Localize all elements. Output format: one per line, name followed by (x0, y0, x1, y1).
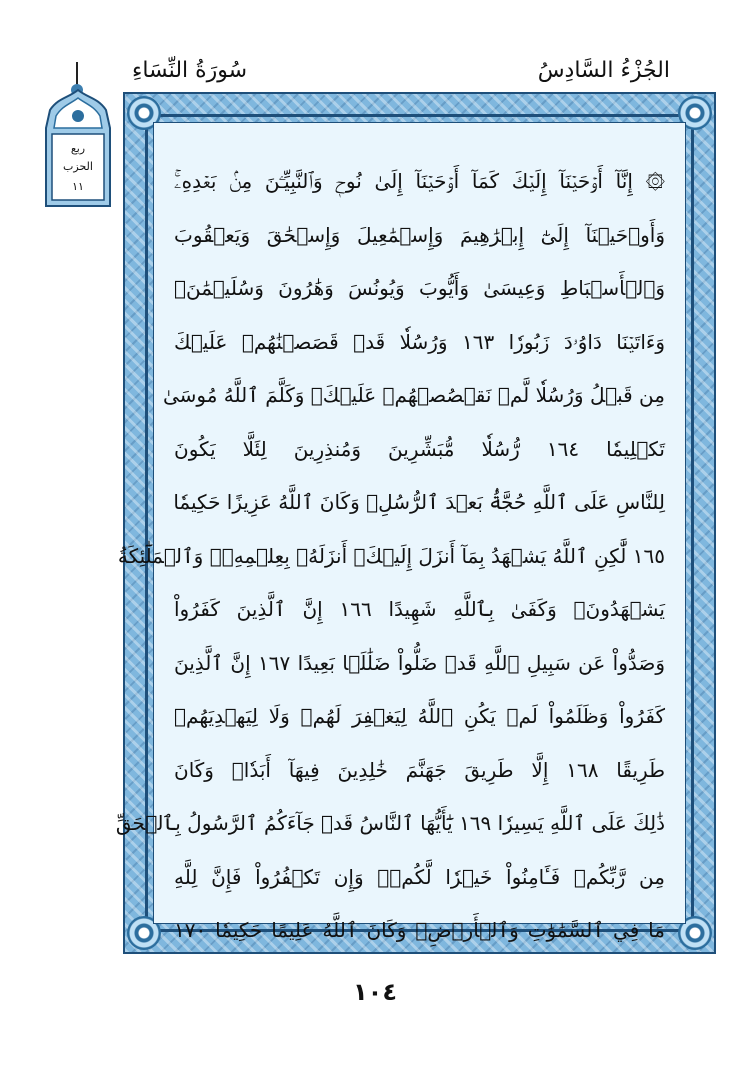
hizb-label-number: ١١ (72, 180, 84, 193)
text-line: مِن رَّبِّكُمۡ فَـَٔامِنُواْ خَيۡرٗا لَّكُمۡۚ وَإِن تَكۡفُرُواْ فَإِنَّ لِلَّهِ (174, 864, 665, 889)
page-number: ١٠٤ (353, 978, 397, 1006)
quran-text-area (115, 122, 686, 942)
text-line: ١٦٥ لَّٰكِنِ ٱللَّهُ يَشۡهَدُ بِمَآ أَنزَلَ إِلَيۡكَۖ أَنزَلَهُۥ بِعِلۡمِهِۦۖ وَٱلۡمَلَٰٓئِكَةُ (117, 543, 665, 568)
text-line: مَا فِي ٱلسَّمَٰوَٰتِ وَٱلۡأَرۡضِۚ وَكَانَ ٱللَّهُ عَلِيمًا حَكِيمٗا ١٧٠ (174, 918, 665, 942)
text-line: وَءَاتَيۡنَا دَاوُۥدَ زَبُورٗا ١٦٣ وَرُسُلٗا قَدۡ قَصَصۡنَٰهُمۡ عَلَيۡكَ (174, 329, 665, 354)
surah-name-header: سُورَةُ النِّسَاءِ (132, 58, 248, 83)
text-line: وَصَدُّواْ عَن سَبِيلِ ٱللَّهِ قَدۡ ضَلُّواْ ضَلَٰلَۢا بَعِيدًا ١٦٧ إِنَّ ٱلَّذِينَ (174, 650, 666, 675)
text-line: مِن قَبۡلُ وَرُسُلٗا لَّمۡ نَقۡصُصۡهُمۡ عَلَيۡكَۚ وَكَلَّمَ ٱللَّهُ مُوسَىٰ (162, 383, 665, 407)
hizb-label-hizb: الحزب (63, 160, 93, 173)
hizb-rub-ornament-icon (40, 88, 116, 210)
ornamental-frame (115, 92, 716, 954)
text-line: لِلنَّاسِ عَلَى ٱللَّهِ حُجَّةُۢ بَعۡدَ ٱلرُّسُلِۚ وَكَانَ ٱللَّهُ عَزِيزًا حَكِيمٗا (173, 490, 665, 514)
text-line: يَشۡهَدُونَۚ وَكَفَىٰ بِٱللَّهِ شَهِيدًا ١٦٦ إِنَّ ٱلَّذِينَ كَفَرُواْ (174, 597, 665, 621)
text-line: ۞ إِنَّآ أَوۡحَيۡنَآ إِلَيۡكَ كَمَآ أَوۡحَيۡنَآ إِلَىٰ نُوحٖ وَٱلنَّبِيِّـۧنَ مِنۢ بَعۡدِهِۦۚ (174, 169, 665, 193)
juz-name-header: الجُزْءُ السَّادِسُ (537, 58, 670, 83)
text-line: تَكۡلِيمٗا ١٦٤ رُّسُلٗا مُّبَشِّرِينَ وَمُنذِرِينَ لِئَلَّا يَكُونَ (174, 436, 665, 461)
text-line: كَفَرُواْ وَظَلَمُواْ لَمۡ يَكُنِ ٱللَّهُ لِيَغۡفِرَ لَهُمۡ وَلَا لِيَهۡدِيَهُمۡ (174, 704, 665, 728)
text-line: طَرِيقًا ١٦٨ إِلَّا طَرِيقَ جَهَنَّمَ خَٰلِدِينَ فِيهَآ أَبَدٗاۚ وَكَانَ (174, 757, 665, 782)
hizb-label-rub: ربع (70, 142, 86, 155)
text-line: وَٱلۡأَسۡبَاطِ وَعِيسَىٰ وَأَيُّوبَ وَيُونُسَ وَهَٰرُونَ وَسُلَيۡمَٰنَۚ (174, 276, 665, 300)
text-line: وَأَوۡحَيۡنَآ إِلَىٰٓ إِبۡرَٰهِيمَ وَإِسۡمَٰعِيلَ وَإِسۡحَٰقَ وَيَعۡقُوبَ (174, 222, 665, 247)
text-line: ذَٰلِكَ عَلَى ٱللَّهِ يَسِيرٗا ١٦٩ يَٰٓأَيُّهَا ٱلنَّاسُ قَدۡ جَآءَكُمُ ٱلرَّسُولُ بِٱلۡحَقِّ (115, 811, 665, 835)
